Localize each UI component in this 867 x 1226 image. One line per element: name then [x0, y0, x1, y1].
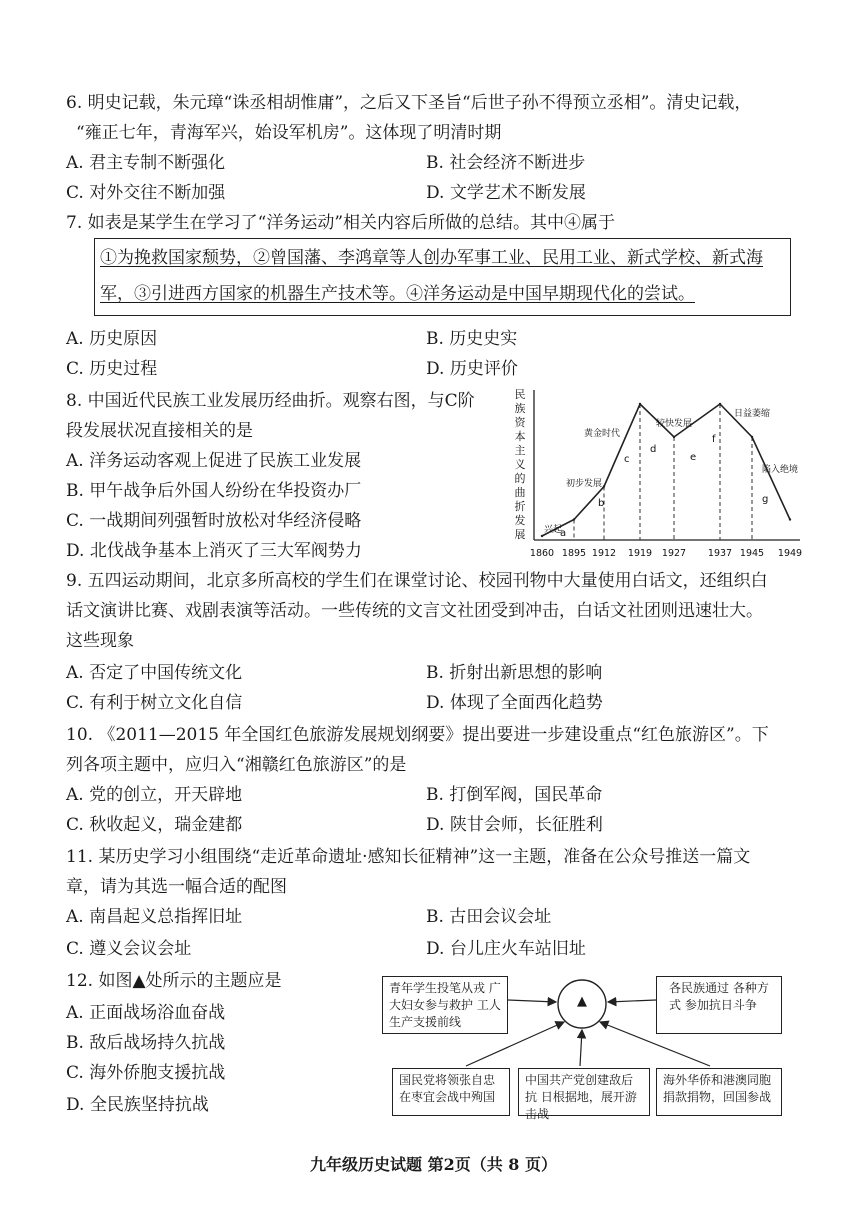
chart-x-tick-label: 1912	[591, 548, 617, 559]
q12-option-d: D. 全民族坚持抗战	[66, 1095, 209, 1115]
chart-stage-letter: c	[624, 454, 630, 465]
box-ethnic-groups: 各民族通过 各种方式 参加抗日斗争	[656, 976, 782, 1034]
chart-stage-letter: a	[560, 528, 567, 539]
q6-option-c: C. 对外交往不断加强	[66, 183, 226, 203]
q9-stem-line2: 话文演讲比赛、戏剧表演等活动。一些传统的文言文社团受到冲击，白话文社团则迅速壮大。	[66, 601, 763, 621]
q9-option-c: C. 有利于树立文化自信	[66, 693, 243, 713]
q6-stem-line1: 6. 明史记载，朱元璋“诛丞相胡惟庸”，之后又下圣旨“后世子孙不得预立丞相”。清史记载，	[66, 93, 752, 113]
q6-option-b: B. 社会经济不断进步	[426, 153, 586, 173]
q8-stem-line2: 段发展状况直接相关的是	[66, 421, 253, 441]
q11-option-a: A. 南昌起义总指挥旧址	[66, 907, 243, 927]
q12-option-b: B. 敌后战场持久抗战	[66, 1033, 226, 1053]
q9-option-d: D. 体现了全面西化趋势	[426, 693, 603, 713]
chart-annotation: 黄金时代	[584, 429, 621, 439]
chart-ylabel-char: 展	[514, 528, 526, 541]
q10-option-a: A. 党的创立，开天辟地	[66, 785, 243, 805]
chart-ylabel-char: 民	[514, 388, 526, 401]
q7-option-d: D. 历史评价	[426, 359, 518, 379]
q9-stem-line1: 9. 五四运动期间，北京多所高校的学生们在课堂讨论、校园刊物中大量使用白话文，还组织白	[66, 571, 768, 591]
q8-option-d: D. 北伐战争基本上消灭了三大军阀势力	[66, 541, 362, 561]
q12-option-c: C. 海外侨胞支援抗战	[66, 1063, 226, 1083]
q9-stem-line3: 这些现象	[66, 631, 134, 651]
chart-annotation: 陷入绝境	[762, 465, 799, 475]
q10-option-b: B. 打倒军阀，国民革命	[426, 785, 603, 805]
chart-x-tick-label: 1949	[777, 548, 803, 559]
q12-stem: 12. 如图▲处所示的主题应是	[66, 971, 282, 991]
q7-option-c: C. 历史过程	[66, 359, 158, 379]
q11-option-b: B. 古田会议会址	[426, 907, 552, 927]
q12-option-a: A. 正面战场浴血奋战	[66, 1003, 226, 1023]
q7-summary-table	[94, 238, 791, 316]
q9-option-b: B. 折射出新思想的影响	[426, 663, 603, 683]
box-ccp-guerrilla: 中国共产党创建敌后抗 日根据地，展开游击战	[518, 1068, 650, 1116]
q7-option-b: B. 历史史实	[426, 329, 518, 349]
q8-option-b: B. 甲午战争后外国人纷纷在华投资办厂	[66, 481, 362, 501]
chart-x-tick-label: 1945	[739, 548, 765, 559]
box-zhang-zizhong: 国民党将领张自忠 在枣宜会战中殉国	[392, 1068, 510, 1116]
q7-stem: 7. 如表是某学生在学习了“洋务运动”相关内容后所做的总结。其中④属于	[66, 213, 616, 233]
arrow-bottom-mid	[580, 1030, 582, 1066]
chart-x-tick-label: 1919	[627, 548, 653, 559]
chart-annotation: 较快发展	[656, 419, 693, 429]
chart-y-axis-label	[515, 388, 527, 541]
chart-stage-letter: g	[762, 494, 769, 505]
chart-ylabel-char: 族	[514, 402, 526, 415]
chart-ylabel-char: 发	[514, 514, 526, 527]
chart-ylabel-char: 本	[514, 430, 526, 443]
q11-option-d: D. 台儿庄火车站旧址	[426, 939, 586, 959]
chart-x-tick-label: 1927	[661, 548, 687, 559]
q8-option-c: C. 一战期间列强暂时放松对华经济侵略	[66, 511, 362, 531]
q10-option-c: C. 秋收起义，瑞金建都	[66, 815, 243, 835]
chart-x-tick-label: 1860	[529, 548, 555, 559]
q6-stem-line2: “雍正七年，青海军兴，始设军机房”。这体现了明清时期	[76, 123, 502, 143]
chart-ylabel-char: 主	[514, 444, 526, 457]
q10-option-d: D. 陕甘会师，长征胜利	[426, 815, 603, 835]
arrow-top-left	[508, 1000, 556, 1002]
box-youth-women-workers: 青年学生投笔从戎 广大妇女参与救护 工人生产支援前线	[382, 976, 508, 1034]
triangle-marker: ▲	[577, 994, 587, 1009]
arrow-top-right	[608, 1000, 656, 1002]
chart-ylabel-char: 资	[514, 416, 526, 429]
q11-stem-line2: 章，请为其选一幅合适的配图	[66, 877, 287, 897]
q10-stem-line2: 列各项主题中，应归入“湘赣红色旅游区”的是	[66, 755, 407, 775]
q8-option-a: A. 洋务运动客观上促进了民族工业发展	[66, 451, 362, 471]
chart-x-tick-label: 1895	[561, 548, 587, 559]
chart-ylabel-char: 曲	[514, 486, 526, 499]
chart-stage-letter: f	[712, 434, 716, 445]
q9-option-a: A. 否定了中国传统文化	[66, 663, 243, 683]
chart-ylabel-char: 义	[514, 458, 526, 471]
q8-stem-line1: 8. 中国近代民族工业发展历经曲折。观察右图，与C阶	[66, 391, 475, 411]
q7-summary-line2: 军，③引进西方国家的机器生产技术等。④洋务运动是中国早期现代化的尝试。	[100, 284, 695, 304]
chart-annotation: 初步发展	[566, 479, 603, 489]
q11-stem-line1: 11. 某历史学习小组围绕“走近革命遗址·感知长征精神”这一主题，准备在公众号推送一篇文	[66, 847, 751, 867]
chart-stage-letter: d	[650, 444, 657, 455]
q6-option-d: D. 文学艺术不断发展	[426, 183, 586, 203]
chart-stage-letter: e	[690, 452, 697, 463]
chart-annotation: 兴起	[544, 525, 563, 535]
chart-x-tick-label: 1937	[707, 548, 733, 559]
page-footer: 九年级历史试题 第2页（共 8 页）	[310, 1155, 557, 1174]
q7-option-a: A. 历史原因	[66, 329, 158, 349]
q7-summary-line1: ①为挽救国家颓势，②曾国藩、李鸿章等人创办军事工业、民用工业、新式学校、新式海	[100, 248, 763, 268]
industry-development-chart	[512, 384, 804, 562]
chart-ylabel-char: 折	[514, 500, 526, 513]
q10-stem-line1: 10. 《2011—2015 年全国红色旅游发展规划纲要》提出要进一步建设重点“红色旅游区”。下	[66, 725, 769, 745]
q6-option-a: A. 君主专制不断强化	[66, 153, 226, 173]
q11-option-c: C. 遵义会议会址	[66, 939, 192, 959]
chart-annotation: 日益萎缩	[734, 409, 771, 419]
chart-ylabel-char: 的	[514, 472, 526, 485]
box-overseas-chinese: 海外华侨和港澳同胞 捐款捐物，回国参战	[656, 1068, 782, 1116]
chart-stage-letter: b	[598, 498, 605, 509]
